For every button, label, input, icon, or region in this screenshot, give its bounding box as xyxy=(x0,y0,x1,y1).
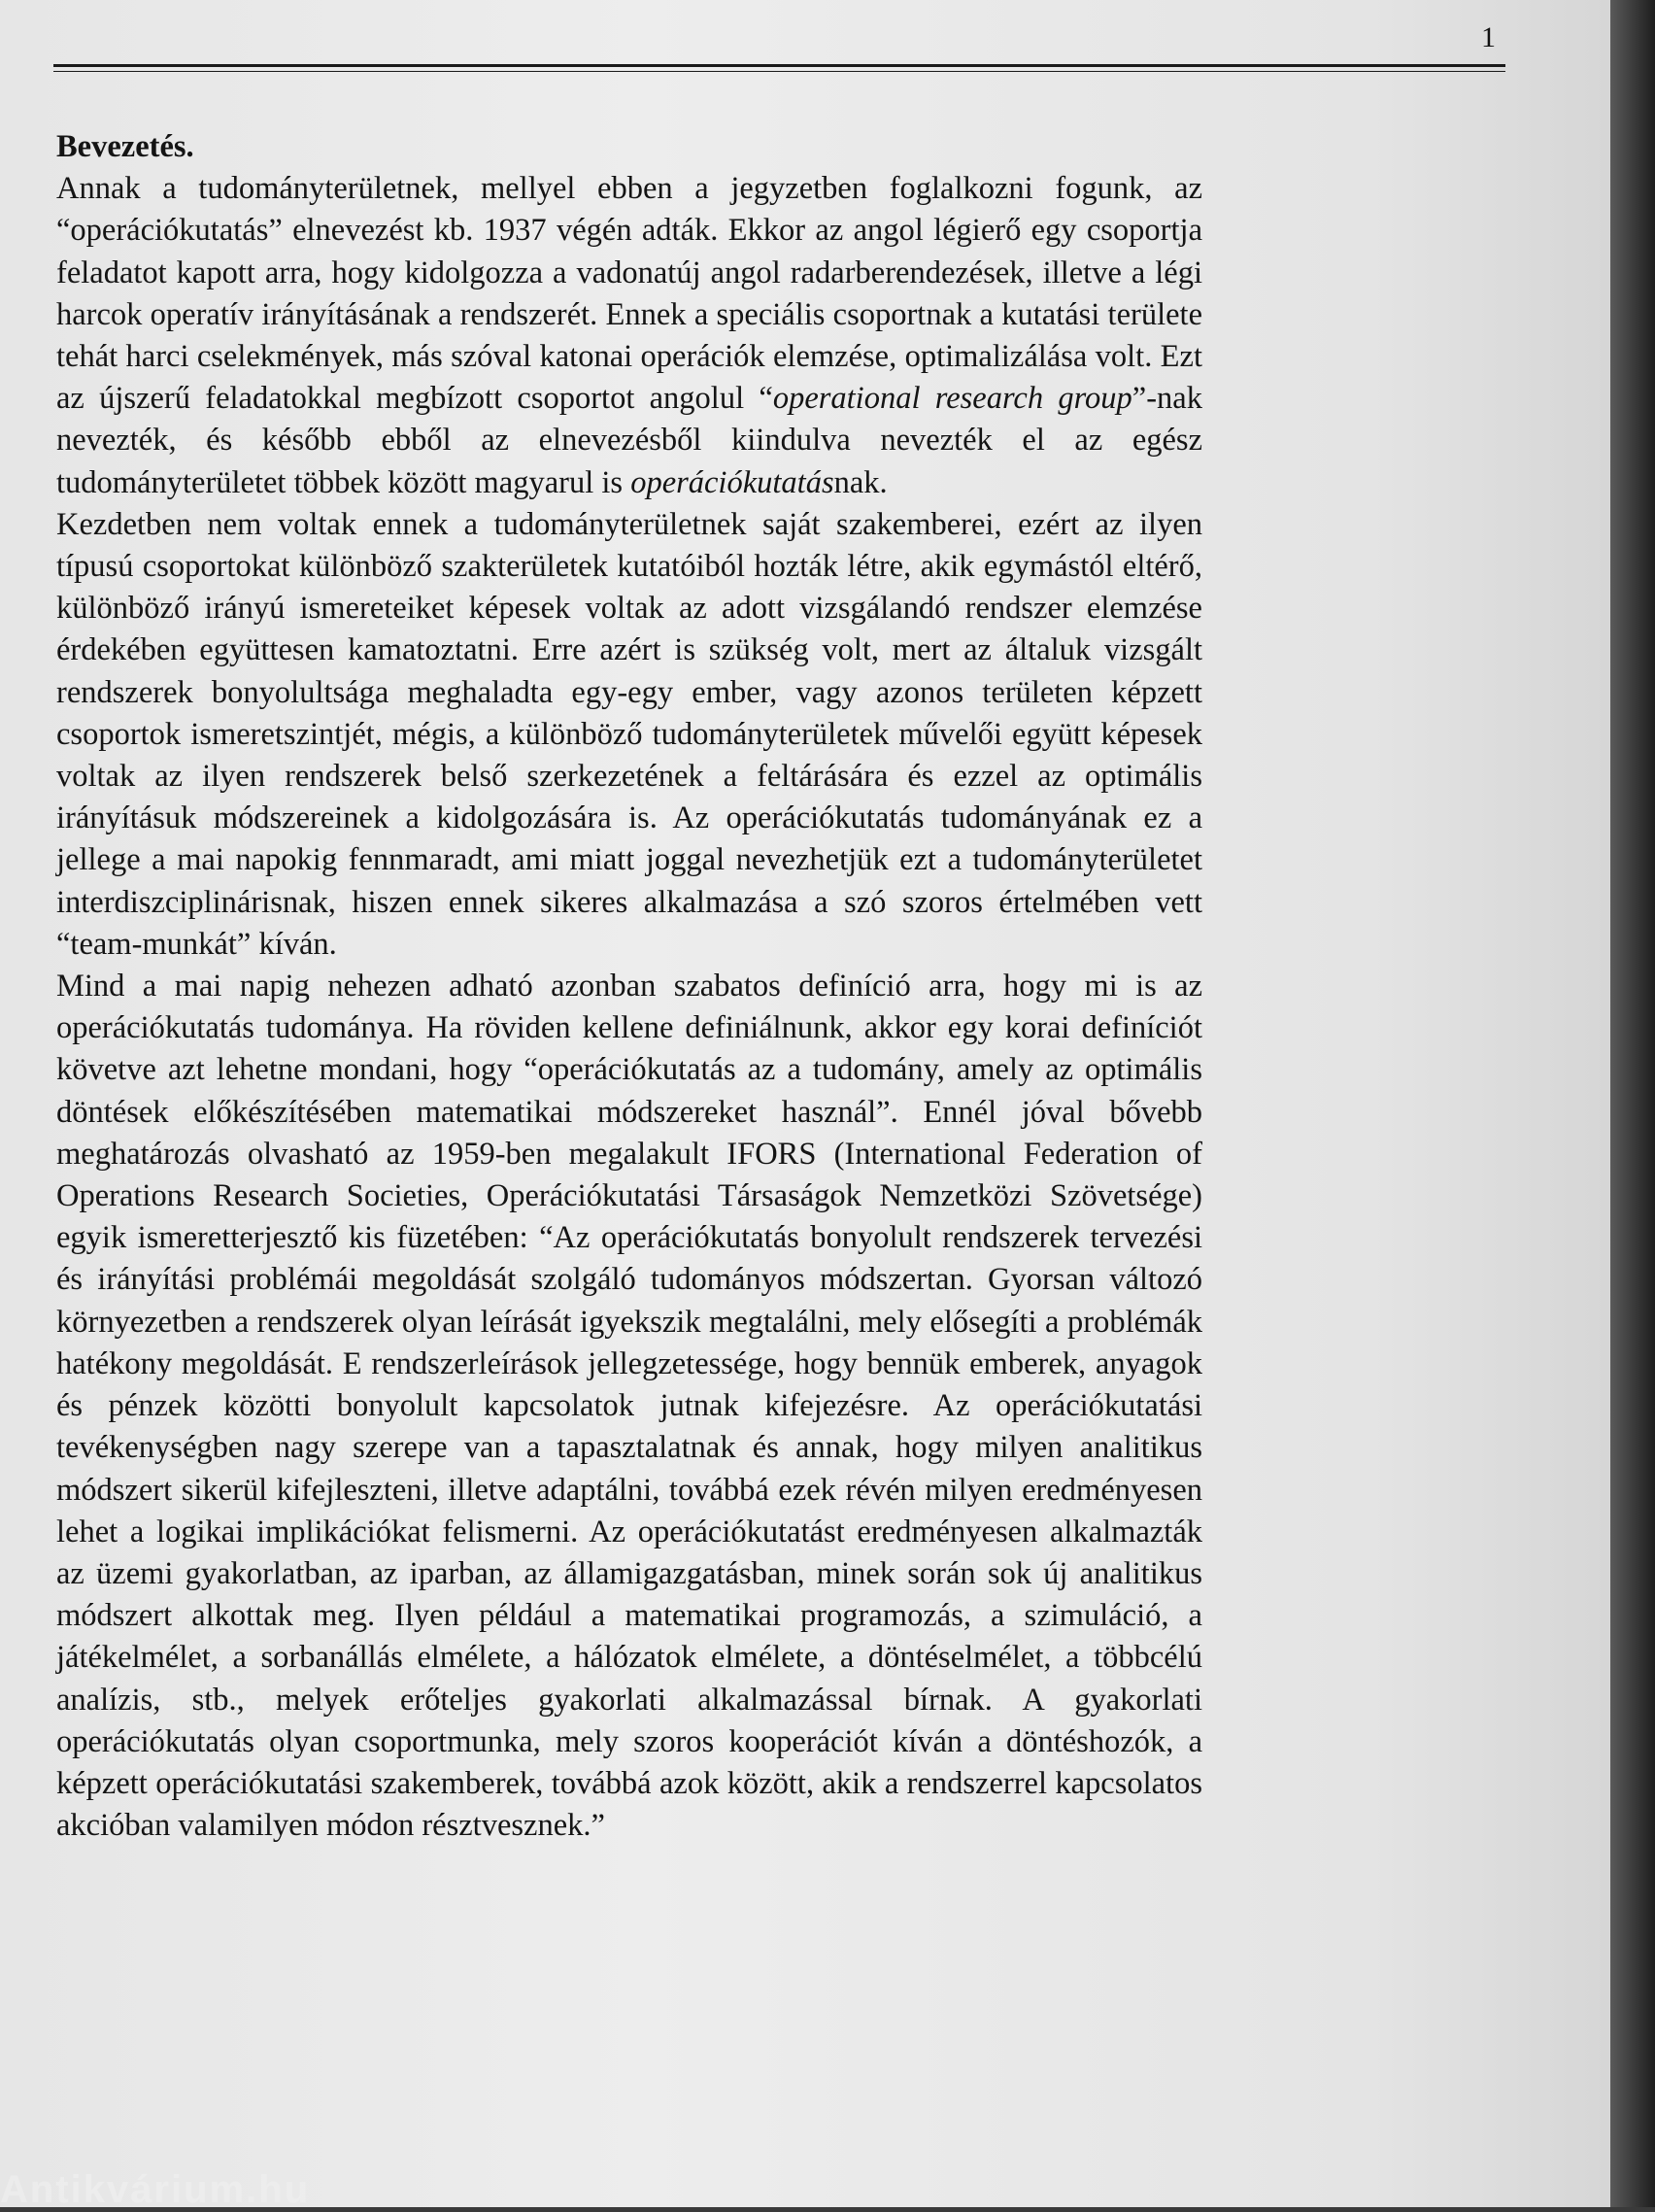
section-heading: Bevezetés. xyxy=(56,129,194,164)
body-text xyxy=(56,126,1202,1847)
paragraph-1-text-a: Annak a tudományterületnek, mellyel ebben a jegyzetben foglalkozni fogunk, az “operációkutatás” elnevezést kb. 1937 végén adták. Ekkor az angol légierő egy csoportja feladatot kapott arra, hogy kidolgozza a vadonatúj angol radarberendezések, illetve a légi harcok operatív irányításának a rendszerét. Ennek a speciális csoportnak a kutatási területe tehát harci cselekmények, más szóval katonai operációk elemzése, optimalizálása volt. Ezt az újszerű feladatokkal megbízott csoportot angolul “ xyxy=(56,171,1202,417)
watermark-text: Antikvárium.hu xyxy=(0,2168,311,2211)
paragraph-1-italic-term: operational research group xyxy=(772,381,1132,417)
paragraph-1-italic-word: operációkutatás xyxy=(630,464,834,500)
paragraph-1-text-c: nak. xyxy=(833,464,888,500)
paragraph-1 xyxy=(56,168,1202,504)
paragraph-2: Kezdetben nem voltak ennek a tudományterületnek saját szakemberei, ezért az ilyen típusú csoportokat különböző szakterületek kutatóiból hozták létre, akik egymástól eltérő, különböző irányú ismereteiket képesek voltak az adott vizsgálandó rendszer elemzése érdekében együttesen kamatoztatni. Erre azért is szükség volt, mert az általuk vizsgált rendszerek bonyolultsága meghaladta egy-egy ember, vagy azonos területen képzett csoportok ismeretszintjét, mégis, a különböző tudományterületek művelői együtt képesek voltak az ilyen rendszerek belső szerkezetének a feltárására és ezzel az optimális irányításuk módszereinek a kidolgozására is. Az operációkutatás tudományának ez a jellege a mai napokig fennmaradt, ami miatt joggal nevezhetjük ezt a tudományterületet interdiszciplinárisnak, hiszen ennek sikeres alkalmazása a szó szoros értelmében vett “team-munkát” kíván. xyxy=(56,506,1202,962)
header-rule-thick xyxy=(53,64,1505,67)
page-edge-shadow xyxy=(1610,0,1655,2207)
paragraph-3: Mind a mai napig nehezen adható azonban szabatos definíció arra, hogy mi is az operációkutatás tudománya. Ha röviden kellene definiálnunk, akkor egy korai definíciót követve azt lehetne mondani, hogy “operációkutatás az a tudomány, amely az optimális döntések előkészítésében matematikai módszereket használ”. Ennél jóval bővebb meghatározás olvasható az 1959-ben megalakult IFORS (International Federation of Operations Research Societies, Operációkutatási Társaságok Nemzetközi Szövetsége) egyik ismeretterjesztő kis füzetében: “Az operációkutatás bonyolult rendszerek tervezési és irányítási problémái megoldását szolgáló tudományos módszertan. Gyorsan változó környezetben a rendszerek olyan leírását igyekszik megtalálni, mely elősegíti a problémák hatékony megoldását. E rendszerleírások jellegzetessége, hogy bennük emberek, anyagok és pénzek közötti bonyolult kapcsolatok jutnak kifejezésre. Az operációkutatási tevékenységben nagy szerepe van a tapasztalatnak és annak, hogy milyen analitikus módszert sikerül kifejleszteni, illetve adaptálni, továbbá ezek révén milyen eredményesen lehet a logikai implikációkat felismerni. Az operációkutatást eredményesen alkalmazták az üzemi gyakorlatban, az iparban, az államigazgatásban, minek során sok új analitikus módszert alkottak meg. Ilyen például a matematikai programozás, a szimuláció, a játékelmélet, a sorbanállás elmélete, a hálózatok elmélete, a döntéselmélet, a többcélú analízis, stb., melyek erőteljes gyakorlati alkalmazással bírnak. A gyakorlati operációkutatás olyan csoportmunka, mely szoros kooperációt kíván a döntéshozók, a képzett operációkutatási szakemberek, továbbá azok között, akik a rendszerrel kapcsolatos akcióban valamilyen módon résztvesznek.” xyxy=(56,969,1202,1844)
header-rule-thin xyxy=(53,71,1505,72)
paragraph-1-text-b: ”-nak nevezték, és később ebből az elnevezésből kiindulva nevezték el az egész tudományterületet többek között magyarul is xyxy=(56,381,1202,500)
page-number: 1 xyxy=(1481,21,1496,53)
